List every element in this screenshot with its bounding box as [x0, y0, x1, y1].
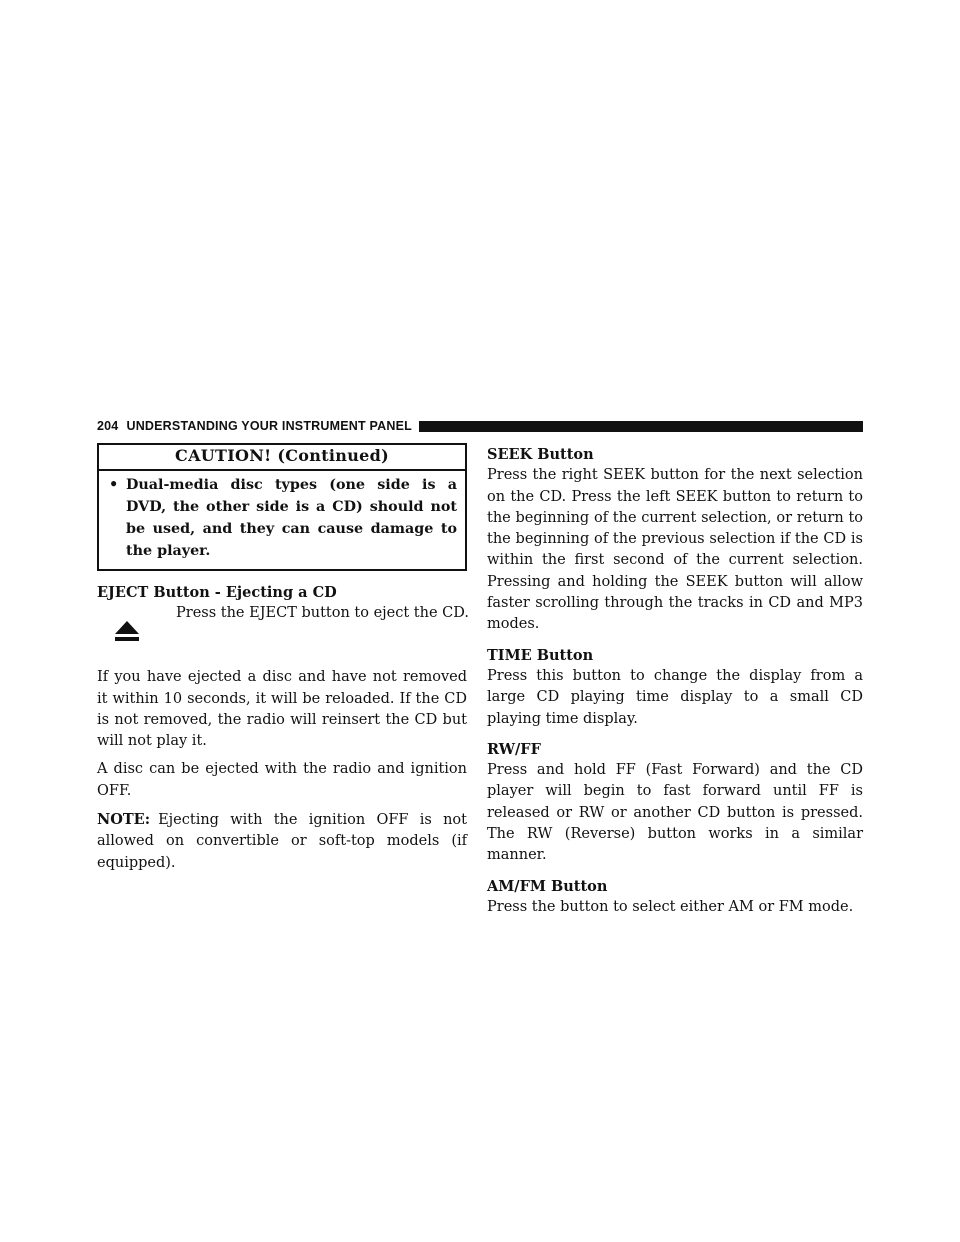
- rwff-heading: RW/FF: [487, 740, 541, 758]
- left-column: [97, 443, 467, 874]
- eject-paragraph-reload: If you have ejected a disc and have not removed it within 10 seconds, it will be reloaded. If the CD is not removed, the radio will reinsert the CD but will not play it.: [97, 669, 467, 750]
- header-rule: [419, 421, 863, 432]
- time-text: Press this button to change the display from a large CD playing time display to a small CD playing time display.: [487, 667, 863, 727]
- caution-item: [99, 471, 465, 569]
- rwff-text: Press and hold FF (Fast Forward) and the CD player will begin to fast forward until FF is released or RW or another CD button is pressed. The RW (Reverse) button works in a similar manner.: [487, 762, 863, 864]
- amfm-text: Press the button to select either AM or FM mode.: [487, 898, 854, 915]
- eject-heading: EJECT Button - Ejecting a CD: [97, 584, 337, 601]
- right-column: [487, 444, 863, 918]
- seek-heading: SEEK Button: [487, 446, 594, 463]
- running-header: [97, 418, 863, 434]
- page-number: 204: [97, 419, 119, 433]
- caution-title: CAUTION! (Continued): [99, 445, 465, 471]
- caution-box: [97, 443, 467, 571]
- time-heading: TIME Button: [487, 646, 594, 664]
- eject-instruction-row: [97, 603, 467, 667]
- note-text: Ejecting with the ignition OFF is not allowed on convertible or soft-top models (if equipped).: [97, 812, 467, 871]
- bullet-icon: •: [109, 476, 119, 493]
- eject-paragraph-ignition: A disc can be ejected with the radio and ignition OFF.: [97, 761, 467, 799]
- eject-icon: [115, 621, 139, 641]
- section-title: UNDERSTANDING YOUR INSTRUMENT PANEL: [126, 419, 412, 433]
- note-paragraph: [97, 809, 467, 874]
- caution-item-text: Dual-media disc types (one side is a DVD, the other side is a CD) should not be used, and they can cause damage to the player.: [126, 477, 457, 559]
- eject-instruction: Press the EJECT button to eject the CD.: [176, 605, 469, 622]
- amfm-heading: AM/FM Button: [487, 877, 608, 895]
- note-label: NOTE:: [97, 811, 151, 829]
- seek-text: Press the right SEEK button for the next selection on the CD. Press the left SEEK button to return to the beginning of the current selection, or return to the beginning of the previous selection if the CD is within the first second of the current selection. Pressing and holding the SEEK button will allow faster scrolling through the tracks in CD and MP3 modes.: [487, 467, 863, 633]
